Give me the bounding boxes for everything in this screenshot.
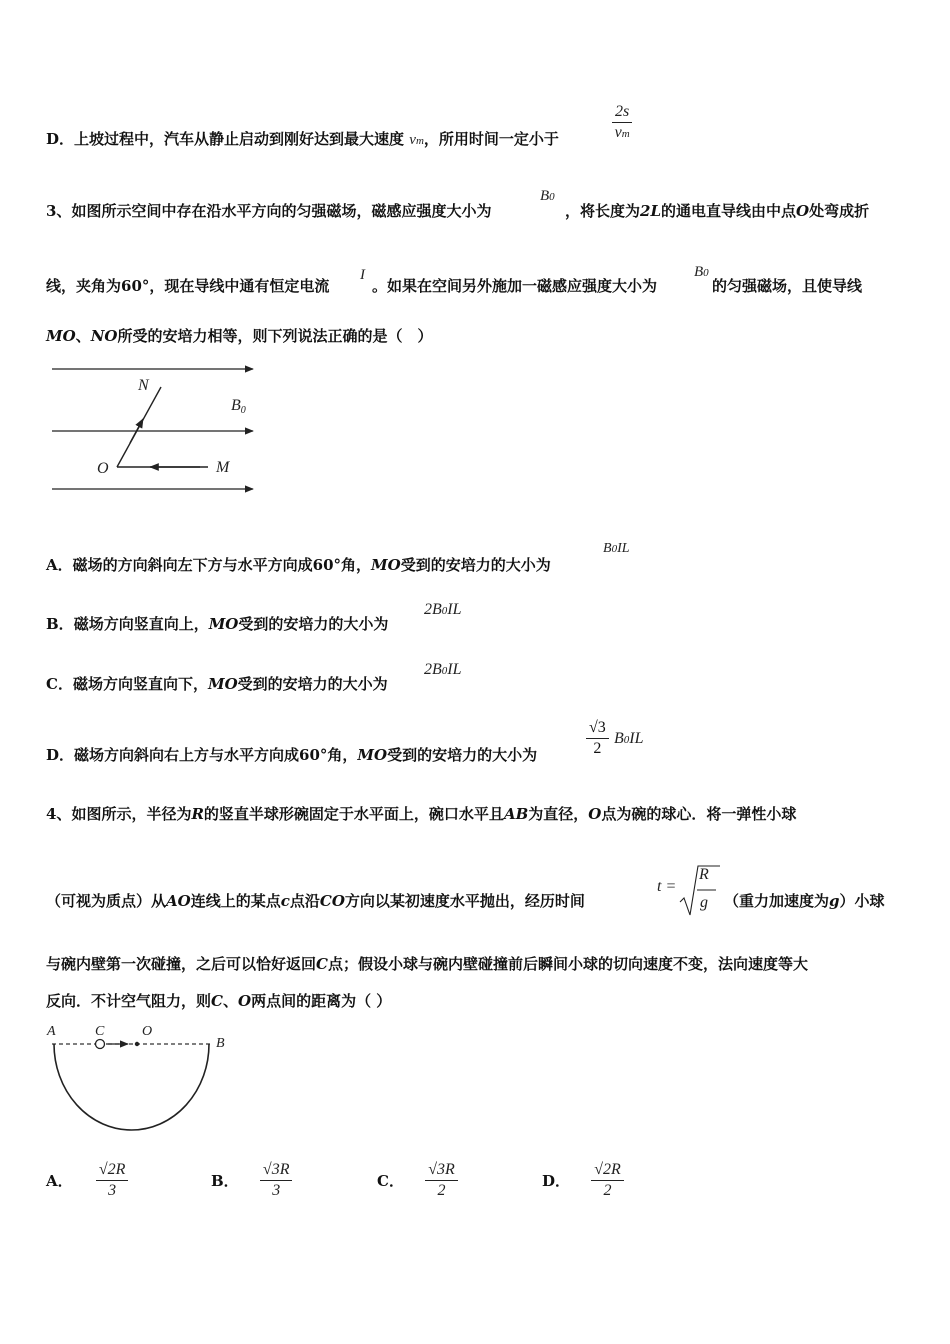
var-ao: AO [166,892,191,910]
label-o: O [97,460,109,477]
text: 受到的安培力的大小为 [238,615,389,633]
var-b: B [694,264,704,280]
ball-c [96,1040,105,1049]
q3-option-c-expr: 2B0IL [424,661,462,678]
angle: 60° [299,746,328,764]
option-text: 磁场方向竖直向上， [73,615,209,633]
text: 方向以某初速度水平抛出，经历时间 [344,892,585,910]
frac-denominator: 2 [603,1182,612,1199]
text: 的通电直导线由中点 [661,202,797,220]
text: 线，夹角为 [46,277,122,295]
frac-numerator: √2R [96,1160,129,1181]
option-label: B． [211,1172,239,1190]
text: 、 [222,992,238,1010]
frac-den-sub: m [621,128,630,140]
var-o: O [796,202,810,220]
text: 角， [327,746,358,764]
frac-numerator: √3 [586,718,609,739]
var-i: I [360,267,365,283]
label-n: N [138,377,149,394]
question-number: 4、 [46,805,72,823]
text: 点；假设小球与碗内壁碰撞前后瞬间小球的切向速度不变，法向速度等大 [327,955,808,973]
var-mo: MO [371,556,401,574]
frac-den-var: v [614,124,622,141]
text: 为直径， [528,805,589,823]
label-m: M [216,459,230,476]
var-sub: 0 [549,191,555,203]
text: 受到的安培力的大小为 [400,556,551,574]
angle: 60° [312,556,342,574]
var-mo: MO [208,615,239,633]
q4-sqrt-num: R [699,866,709,883]
center-o [135,1042,139,1046]
text: 反向．不计空气阻力，则 [46,992,212,1010]
q4-time-expr: t = [657,878,677,895]
q4-option-a[interactable] [46,1160,128,1201]
q4-sqrt-den: g [700,894,708,911]
q4-option-d[interactable] [542,1160,624,1201]
var-c: c [280,892,290,910]
text: 受到的安培力的大小为 [237,675,388,693]
text: 两点间的距离为（ ） [251,992,392,1010]
option-text: 上坡过程中，汽车从静止启动到刚好达到最大速度 [74,130,405,148]
text: 处弯成折 [809,202,870,220]
text: ，现在导线中通有恒定电流 [149,277,330,295]
option-label: A． [46,1172,73,1190]
text: 的匀强磁场，且使导线 [712,277,863,295]
label-o: O [142,1024,153,1039]
text: ，将长度为 [565,202,641,220]
frac-denominator: 2 [437,1182,446,1199]
var-o: O [588,805,602,823]
frac-denominator: 3 [108,1182,117,1199]
frac-numerator: √2R [591,1160,624,1181]
option-label: C． [377,1172,404,1190]
q3-option-a-expr: B0IL [603,541,630,556]
text: 点为碗的球心．将一弹性小球 [601,805,797,823]
option-label: D． [46,746,75,764]
var-b: B [540,188,550,204]
var-ab: AB [503,805,529,823]
text: 连线上的某点 [190,892,281,910]
frac-numerator: √3R [425,1160,458,1181]
option-text: 磁场方向竖直向下， [72,675,208,693]
option-text: 磁场方向斜向右上方与水平方向成 [74,746,300,764]
var-co: CO [319,892,345,910]
angle: 60° [121,277,150,295]
option-label: B． [46,615,74,633]
text: 如图所示，半径为 [71,805,192,823]
label-b0: B0 [231,397,246,416]
option-text: 磁场的方向斜向左下方与水平方向成 [72,556,313,574]
question-number: 3、 [46,202,72,220]
text: （重力加速度为 [724,892,830,910]
var-c: C [211,992,223,1010]
q4-option-b[interactable] [211,1160,292,1201]
label-c: C [95,1024,105,1039]
bowl-arc [54,1044,209,1130]
option-tail: ，所用时间一定小于 [423,130,559,148]
text: （可视为质点）从 [46,892,167,910]
text: 如图所示空间中存在沿水平方向的匀强磁场，磁感应强度大小为 [71,202,492,220]
var-mo: MO [46,327,76,345]
option-label: A． [46,556,73,574]
var-v: v [409,132,416,148]
text: 与碗内壁第一次碰撞，之后可以恰好返回 [46,955,317,973]
var-sub: 0 [703,267,709,279]
frac-numerator: √3R [260,1160,293,1181]
q3-option-b-expr: 2B0IL [424,601,462,618]
option-label: D． [542,1172,571,1190]
label-a: A [47,1024,56,1039]
var-g: g [829,892,840,910]
text: 的竖直半球形碗固定于水平面上，碗口水平且 [203,805,504,823]
text: 所受的安培力相等，则下列说法正确的是（ ） [117,327,433,345]
option-label: C． [46,675,73,693]
text: 点沿 [289,892,320,910]
frac-denominator: 3 [272,1182,281,1199]
var-r: R [191,805,204,823]
var-o: O [237,992,252,1010]
frac-numerator: 2s [612,102,632,123]
text: 。如果在空间另外施加一磁感应强度大小为 [372,277,658,295]
var-2l: 2L [640,202,661,220]
var-sub: m [415,135,424,147]
q3-option-d-expr: $\frac{√3}{2}$ B0IL [586,718,644,759]
q4-option-c[interactable] [377,1160,458,1201]
option-label: D． [46,130,75,148]
frac-denominator: 2 [593,740,602,757]
text: 角， [341,556,372,574]
var-mo: MO [207,675,238,693]
text: 受到的安培力的大小为 [387,746,538,764]
text: ）小球 [839,892,885,910]
var-c: C [316,955,328,973]
var-mo: MO [357,746,388,764]
label-b: B [216,1036,225,1051]
text: 、 [75,327,91,345]
var-no: NO [90,327,118,345]
